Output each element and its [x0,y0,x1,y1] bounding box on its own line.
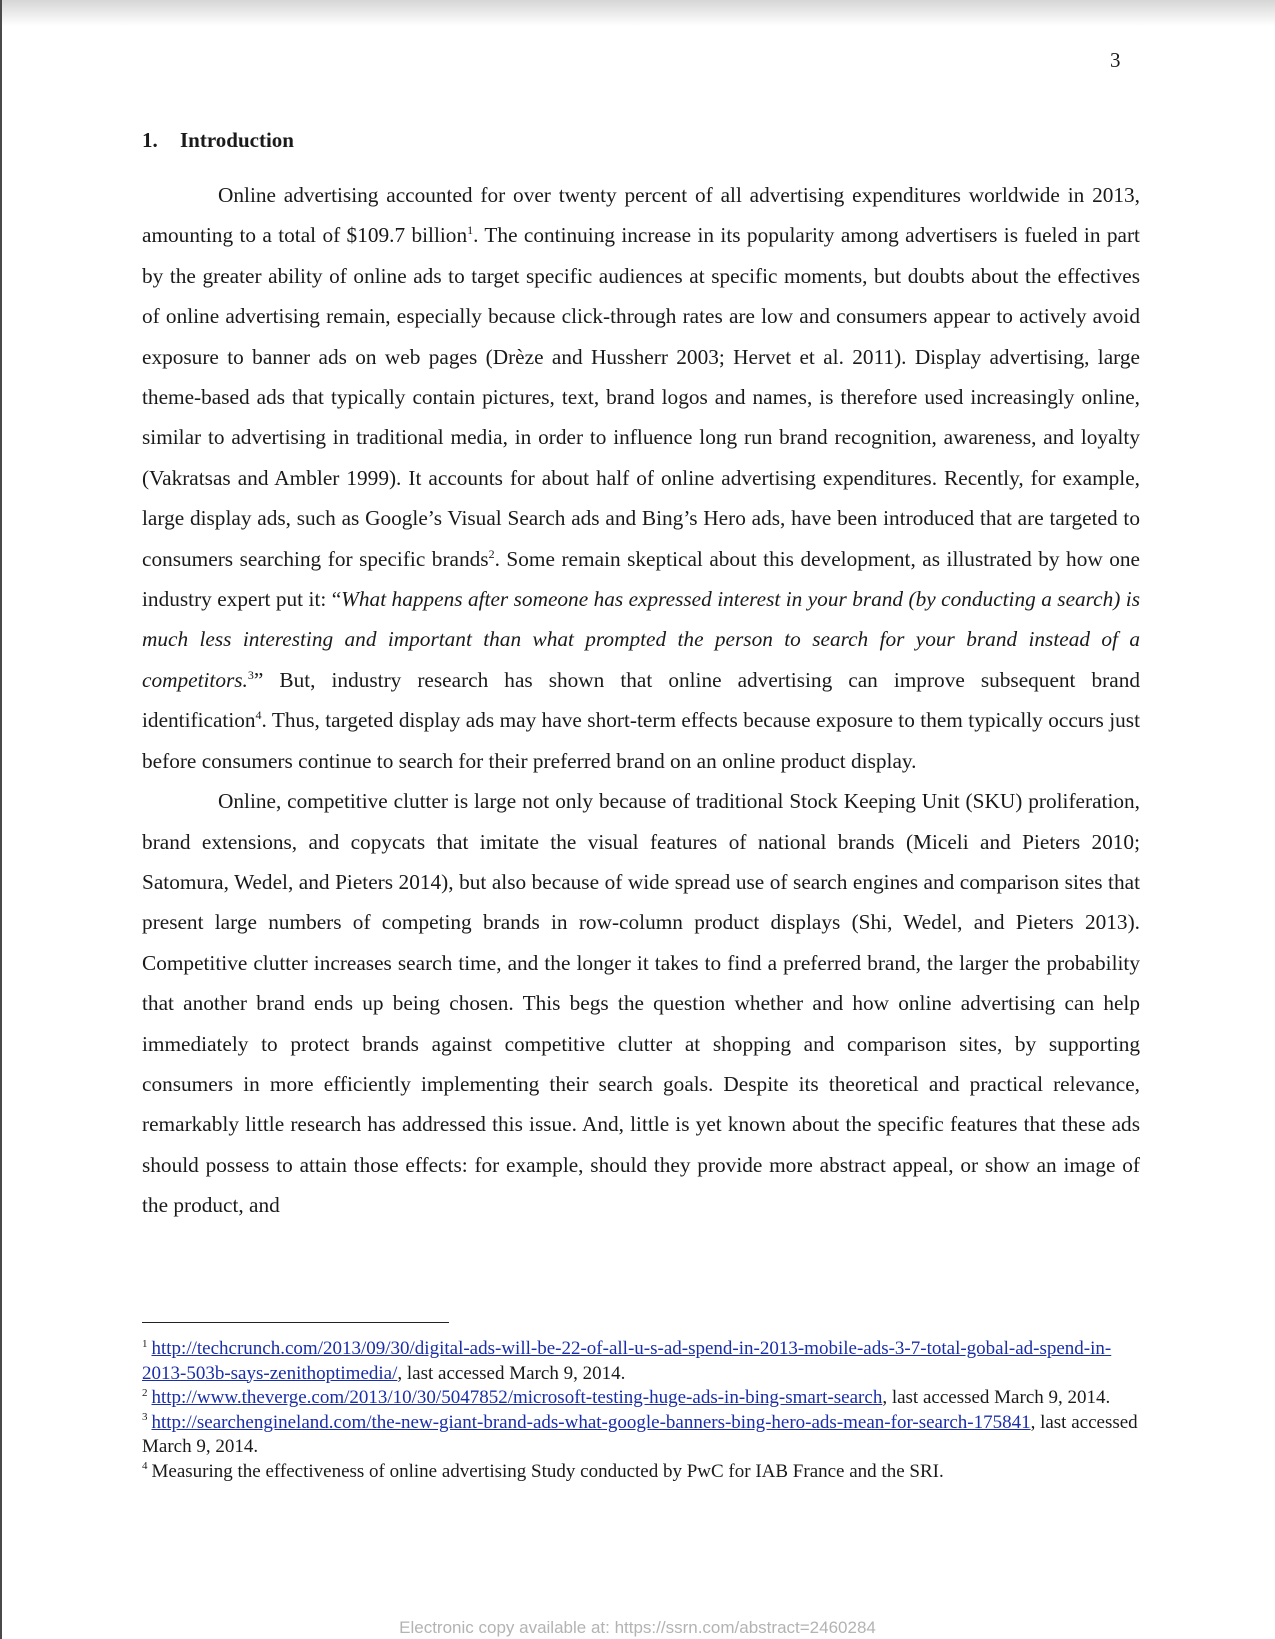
body-text [142,175,1140,1226]
footnote-2 [142,1386,1142,1411]
footnote-link[interactable]: http://searchengineland.com/the-new-giant-brand-ads-what-google-banners-bing-hero-ads-mean-for-search-175841 [151,1411,1031,1433]
footnote-3 [142,1411,1142,1460]
footnote-text: , last accessed March 9, 2014. [142,1411,1138,1457]
footnote-ref-4[interactable]: 4 [255,708,262,723]
footnote-ref-3[interactable]: 3 [247,667,254,682]
expert-quote: What happens after someone has expressed interest in your brand (by conducting a search) is much less interesting and important than what prompted the person to search for your brand instead of a competitors. [142,587,1141,692]
footnotes [142,1337,1142,1484]
footnote-4 [142,1460,1142,1485]
p1-text-5: . Thus, targeted display ads may have short-term effects because exposure to them typically occurs just before consumers continue to search for their preferred brand on an online product display. [142,708,1140,773]
footnote-link[interactable]: http://www.theverge.com/2013/10/30/5047852/microsoft-testing-huge-ads-in-bing-smart-search [151,1387,883,1408]
section-number: 1. [142,128,158,152]
paragraph-2: Online, competitive clutter is large not only because of traditional Stock Keeping Unit (SKU) proliferation, brand extensions, and copycats that imitate the visual features of national brands (Miceli and Pieters 2010; Satomura, Wedel, and Pieters 2014), but also because of wide spread use of search engines and comparison sites that present large numbers of competing brands in row-column product displays (Shi, Wedel, and Pieters 2013). Competitive clutter increases search time, and the longer it takes to find a preferred brand, the larger the probability that another brand ends up being chosen. This begs the question whether and how online advertising can help immediately to protect brands against competitive clutter at shopping and comparison sites, by supporting consumers in more efficiently implementing their search goals. Despite its theoretical and practical relevance, remarkably little research has addressed this issue. And, little is yet known about the specific features that these ads should possess to attain those effects: for example, should they provide more abstract appeal, or show an image of the product, and [142,789,1140,1218]
footnote-marker: 1 [142,1337,148,1350]
footnote-text: , last accessed March 9, 2014. [397,1362,626,1384]
p1-text-1: Online advertising accounted for over twenty percent of all advertising expenditures worldwide in 2013, amounting to a total of $109.7 billion [142,183,1140,248]
p1-text-4: ” But, industry research has shown that online advertising can improve subsequent brand identification [142,667,1140,733]
footnote-marker: 2 [142,1386,148,1399]
footnote-text: , last accessed March 9, 2014. [882,1387,1111,1408]
section-title: Introduction [180,128,294,152]
ssrn-watermark: Electronic copy available at: https://ssrn.com/abstract=2460284 [399,1618,876,1637]
footnote-1 [142,1337,1142,1386]
paragraph-1 [142,175,1140,781]
p1-text-3: . Some remain skeptical about this development, as illustrated by how one industry expert put it: “ [142,546,1140,612]
footnote-marker: 3 [142,1411,148,1424]
footnote-link[interactable]: http://techcrunch.com/2013/09/30/digital-ads-will-be-22-of-all-u-s-ad-spend-in-2013-mobile-ads-3-7-total-gobal-ad-spend-in-2013-503b-says-zenithoptimedia/ [142,1338,1112,1384]
section-heading [142,128,294,153]
footnote-ref-2[interactable]: 2 [488,546,495,561]
p1-text-2: . The continuing increase in its popularity among advertisers is fueled in part by the greater ability of online ads to target specific audiences at specific moments, but doubts about the effectives of online advertising remain, especially because click-through rates are low and consumers appear to actively avoid exposure to banner ads on web pages (Drèze and Hussherr 2003; Hervet et al. 2011). Display advertising, large theme-based ads that typically contain pictures, text, brand logos and names, is therefore used increasingly online, similar to advertising in traditional media, in order to influence long run brand recognition, awareness, and loyalty (Vakratsas and Ambler 1999). It accounts for about half of online advertising expenditures. Recently, for example, large display ads, such as Google’s Visual Search ads and Bing’s Hero ads, have been introduced that are targeted to consumers searching for specific brands [142,223,1140,571]
viewer-top-shadow [0,0,1275,26]
footnote-marker: 4 [142,1460,148,1473]
page-left-edge [0,0,2,1639]
footnote-text: Measuring the effectiveness of online advertising Study conducted by PwC for IAB France and the SRI. [151,1460,944,1482]
footnote-divider [142,1322,449,1323]
footnote-ref-1[interactable]: 1 [467,223,474,238]
page-number: 3 [1110,48,1121,72]
